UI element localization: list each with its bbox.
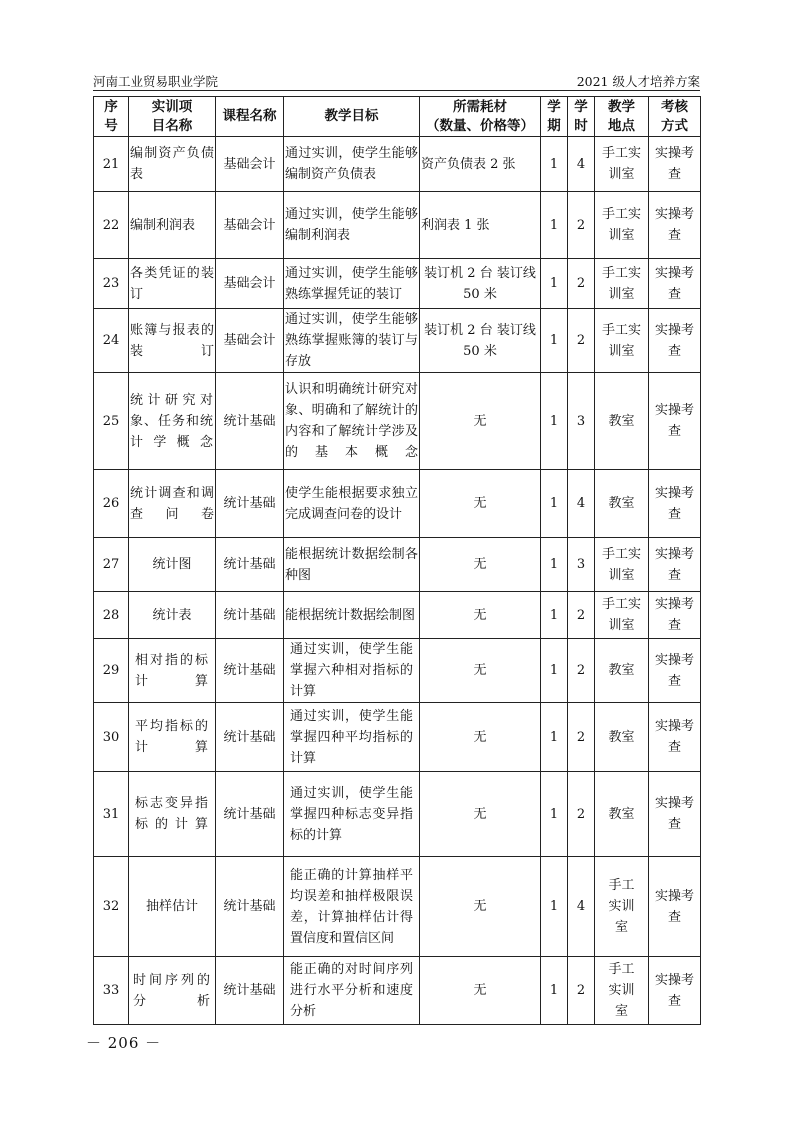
- table-row: [94, 639, 701, 703]
- cell-hours: 4: [568, 857, 595, 957]
- cell-goal: 认识和明确统计研究对象、明确和了解统计的内容和了解统计学涉及的基本概念: [284, 373, 420, 470]
- cell-project: 各类凭证的装订: [129, 259, 216, 309]
- cell-hours: 3: [568, 373, 595, 470]
- cell-term: 1: [541, 470, 568, 538]
- cell-materials: 无: [420, 703, 541, 772]
- col-header-hours: 学 时: [568, 97, 595, 137]
- cell-project: 统计表: [129, 592, 216, 639]
- cell-project: 时间序列的分析: [129, 957, 216, 1025]
- cell-goal: 通过实训，使学生能够编制利润表: [284, 192, 420, 259]
- cell-project: 抽样估计: [129, 857, 216, 957]
- header-document-title: 2021 级人才培养方案: [576, 74, 700, 89]
- cell-no: 27: [94, 538, 129, 592]
- cell-term: 1: [541, 857, 568, 957]
- table-row: [94, 857, 701, 957]
- table-row: [94, 772, 701, 857]
- cell-assess: 实操考查: [649, 470, 701, 538]
- cell-assess: 实操考查: [649, 772, 701, 857]
- cell-no: 31: [94, 772, 129, 857]
- cell-no: 28: [94, 592, 129, 639]
- cell-place: 手工实训室: [595, 592, 649, 639]
- cell-term: 1: [541, 259, 568, 309]
- cell-assess: 实操考查: [649, 703, 701, 772]
- col-header-assess: 考核 方式: [649, 97, 701, 137]
- cell-course: 统计基础: [216, 772, 284, 857]
- cell-hours: 2: [568, 639, 595, 703]
- cell-project: 相对指的标计算: [129, 639, 216, 703]
- cell-course: 基础会计: [216, 259, 284, 309]
- col-header-goal: 教学目标: [284, 97, 420, 137]
- page-number: － 206 －: [86, 1034, 162, 1052]
- cell-place: 教室: [595, 639, 649, 703]
- cell-assess: 实操考查: [649, 192, 701, 259]
- cell-course: 统计基础: [216, 373, 284, 470]
- cell-materials: 无: [420, 857, 541, 957]
- cell-materials: 装订机 2 台 装订线 50 米: [420, 259, 541, 309]
- cell-term: 1: [541, 639, 568, 703]
- cell-course: 基础会计: [216, 137, 284, 192]
- cell-goal: 能根据统计数据绘制各种图: [284, 538, 420, 592]
- cell-project: 平均指标的计算: [129, 703, 216, 772]
- table-row: [94, 309, 701, 373]
- cell-assess: 实操考查: [649, 857, 701, 957]
- cell-materials: 无: [420, 639, 541, 703]
- cell-term: 1: [541, 538, 568, 592]
- cell-goal: 能正确的对时间序列进行水平分析和速度分析: [284, 957, 420, 1025]
- table-row: [94, 538, 701, 592]
- cell-place: 教室: [595, 470, 649, 538]
- cell-no: 23: [94, 259, 129, 309]
- cell-course: 统计基础: [216, 957, 284, 1025]
- cell-term: 1: [541, 137, 568, 192]
- cell-assess: 实操考查: [649, 373, 701, 470]
- cell-materials: 无: [420, 538, 541, 592]
- table-row: [94, 592, 701, 639]
- table-row: [94, 373, 701, 470]
- cell-place: 教室: [595, 373, 649, 470]
- table-row: [94, 259, 701, 309]
- cell-project: 编制资产负债表: [129, 137, 216, 192]
- cell-hours: 2: [568, 772, 595, 857]
- cell-materials: 资产负债表 2 张: [420, 137, 541, 192]
- cell-assess: 实操考查: [649, 259, 701, 309]
- table-row: [94, 703, 701, 772]
- table-row: [94, 192, 701, 259]
- cell-project: 标志变异指标的计算: [129, 772, 216, 857]
- cell-term: 1: [541, 309, 568, 373]
- cell-hours: 2: [568, 259, 595, 309]
- cell-course: 统计基础: [216, 857, 284, 957]
- cell-goal: 通过实训，使学生能够编制资产负债表: [284, 137, 420, 192]
- table-row: [94, 137, 701, 192]
- cell-assess: 实操考查: [649, 592, 701, 639]
- cell-no: 24: [94, 309, 129, 373]
- col-header-place: 教学 地点: [595, 97, 649, 137]
- cell-course: 统计基础: [216, 639, 284, 703]
- cell-goal: 能正确的计算抽样平均误差和抽样极限误差，计算抽样估计得置信度和置信区间: [284, 857, 420, 957]
- cell-place: 手工实训室: [595, 957, 649, 1025]
- cell-goal: 通过实训，使学生能掌握四种平均指标的计算: [284, 703, 420, 772]
- table-header-row: [94, 97, 701, 137]
- cell-place: 手工实训室: [595, 259, 649, 309]
- table-row: [94, 470, 701, 538]
- cell-place: 手工实训室: [595, 137, 649, 192]
- cell-term: 1: [541, 373, 568, 470]
- cell-project: 编制利润表: [129, 192, 216, 259]
- cell-course: 统计基础: [216, 592, 284, 639]
- cell-project: 账簿与报表的装订: [129, 309, 216, 373]
- cell-course: 统计基础: [216, 703, 284, 772]
- cell-course: 基础会计: [216, 309, 284, 373]
- page-header: [93, 70, 700, 91]
- col-header-project: 实训项 目名称: [129, 97, 216, 137]
- cell-no: 25: [94, 373, 129, 470]
- cell-assess: 实操考查: [649, 538, 701, 592]
- cell-no: 26: [94, 470, 129, 538]
- cell-place: 手工实训室: [595, 538, 649, 592]
- cell-hours: 2: [568, 309, 595, 373]
- cell-hours: 2: [568, 703, 595, 772]
- cell-materials: 无: [420, 957, 541, 1025]
- cell-project: 统计图: [129, 538, 216, 592]
- cell-place: 手工实训室: [595, 192, 649, 259]
- cell-course: 统计基础: [216, 538, 284, 592]
- cell-materials: 无: [420, 373, 541, 470]
- col-header-term: 学 期: [541, 97, 568, 137]
- cell-materials: 无: [420, 470, 541, 538]
- cell-goal: 使学生能根据要求独立完成调查问卷的设计: [284, 470, 420, 538]
- cell-hours: 4: [568, 137, 595, 192]
- col-header-course: 课程名称: [216, 97, 284, 137]
- header-school-name: 河南工业贸易职业学院: [93, 74, 219, 89]
- cell-course: 统计基础: [216, 470, 284, 538]
- cell-assess: 实操考查: [649, 639, 701, 703]
- cell-no: 32: [94, 857, 129, 957]
- cell-no: 33: [94, 957, 129, 1025]
- cell-goal: 通过实训，使学生能掌握四种标志变异指标的计算: [284, 772, 420, 857]
- cell-no: 22: [94, 192, 129, 259]
- cell-materials: 利润表 1 张: [420, 192, 541, 259]
- cell-hours: 4: [568, 470, 595, 538]
- cell-project: 统计研究对象、任务和统计学概念: [129, 373, 216, 470]
- cell-term: 1: [541, 772, 568, 857]
- cell-place: 手工实训室: [595, 309, 649, 373]
- cell-term: 1: [541, 703, 568, 772]
- cell-place: 教室: [595, 772, 649, 857]
- cell-materials: 无: [420, 592, 541, 639]
- cell-hours: 3: [568, 538, 595, 592]
- cell-project: 统计调查和调查问卷: [129, 470, 216, 538]
- cell-assess: 实操考查: [649, 957, 701, 1025]
- cell-term: 1: [541, 592, 568, 639]
- table-row: [94, 957, 701, 1025]
- cell-term: 1: [541, 957, 568, 1025]
- cell-materials: 装订机 2 台 装订线 50 米: [420, 309, 541, 373]
- col-header-materials: 所需耗材 （数量、价格等）: [420, 97, 541, 137]
- cell-goal: 通过实训，使学生能掌握六种相对指标的计算: [284, 639, 420, 703]
- cell-materials: 无: [420, 772, 541, 857]
- cell-goal: 能根据统计数据绘制图: [284, 592, 420, 639]
- cell-goal: 通过实训，使学生能够熟练掌握账簿的装订与存放: [284, 309, 420, 373]
- cell-course: 基础会计: [216, 192, 284, 259]
- cell-hours: 2: [568, 192, 595, 259]
- cell-no: 29: [94, 639, 129, 703]
- cell-hours: 2: [568, 592, 595, 639]
- cell-assess: 实操考查: [649, 137, 701, 192]
- cell-no: 30: [94, 703, 129, 772]
- cell-goal: 通过实训，使学生能够熟练掌握凭证的装订: [284, 259, 420, 309]
- training-projects-table: [93, 96, 701, 1025]
- cell-term: 1: [541, 192, 568, 259]
- cell-no: 21: [94, 137, 129, 192]
- cell-place: 手工实训室: [595, 857, 649, 957]
- cell-place: 教室: [595, 703, 649, 772]
- cell-assess: 实操考查: [649, 309, 701, 373]
- cell-hours: 2: [568, 957, 595, 1025]
- col-header-no: 序 号: [94, 97, 129, 137]
